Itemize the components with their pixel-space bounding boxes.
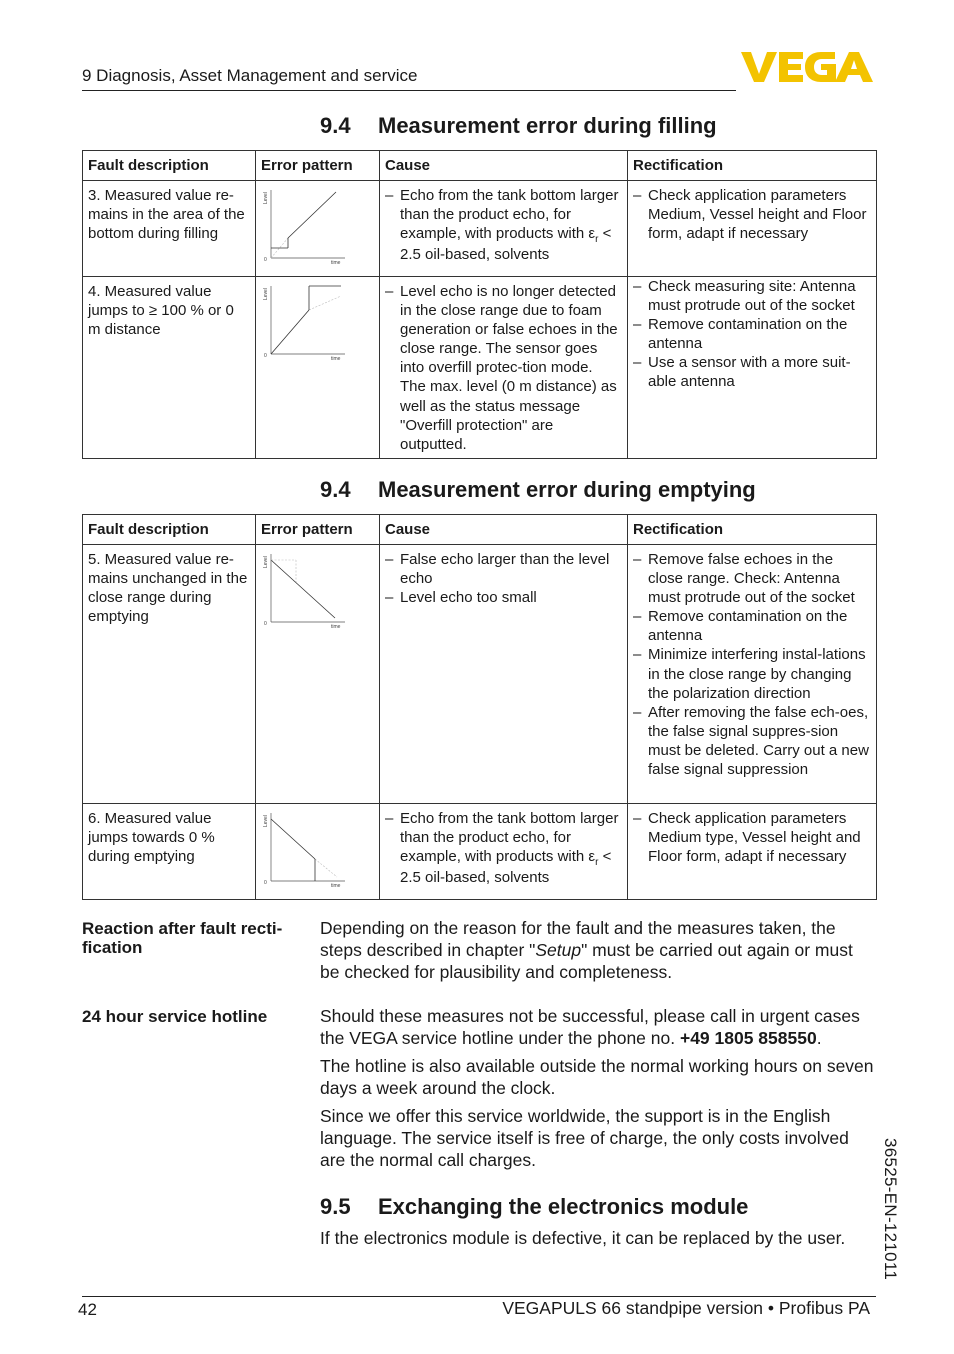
chapter-header: 9 Diagnosis, Asset Management and service [82,66,418,85]
col-header-rectification: Rectification [628,515,877,545]
hotline-paragraph: The hotline is also available outside the normal working hours on seven days a week around the clock. [320,1056,874,1098]
axis-label-y: Level [263,815,269,827]
hotline-text [320,1005,876,1171]
cause-item: – Echo from the tank bottom larger than the product echo, for example, with products with $\varepsilon_r < 2.5$ oil-based, solvents [385,186,622,264]
section-title-electronics [320,1194,748,1220]
fault-description: 3. Measured value re-mains in the area of the bottom during filling [83,181,256,277]
col-header-pattern: Error pattern [256,515,380,545]
table-row [83,181,877,277]
reaction-text: Depending on the reason for the fault and the measures taken, the steps described in chapter "Setup" must be carried out again or must be checked for plausibility and completeness. [320,918,853,982]
axis-label-x: time [331,624,341,630]
cause-cell [380,277,628,459]
rectification-item: – Check measuring site: Antenna must protrude out of the socket [633,277,871,315]
error-pattern [256,277,380,459]
hotline-label: 24 hour service hotline [82,1007,268,1026]
table-row [83,804,877,900]
section-title-emptying [320,477,756,503]
vega-logo [741,50,873,84]
rectification-item: – Use a sensor with a more suit-able antenna [633,353,871,391]
footer-rule [82,1296,876,1297]
rectification-item: – After removing the false ech-oes, the false signal suppres-sion must be deleted. Carry out a new false signal suppression [633,703,871,779]
col-header-fault: Fault description [83,151,256,181]
rectification-item: – Minimize interfering instal-lations in the close range by changing the polarization direction [633,645,871,702]
col-header-cause: Cause [380,151,628,181]
rectification-cell [628,804,877,900]
axis-origin: 0 [264,621,267,627]
footer-product: VEGAPULS 66 standpipe version • Profibus PA [502,1298,870,1318]
section-number: 9.5 [320,1194,351,1219]
error-pattern [256,804,380,900]
cause-cell [380,804,628,900]
error-pattern-graph-3 [261,186,347,266]
table-header-row [83,515,877,545]
axis-label-y: Level [263,288,269,300]
col-header-rectification: Rectification [628,151,877,181]
section-title-filling [320,113,717,139]
rectification-cell [628,181,877,277]
axis-origin: 0 [264,880,267,886]
table-header-row [83,151,877,181]
table-row [83,277,877,459]
electronics-text: If the electronics module is defective, it can be replaced by the user. [320,1228,846,1248]
rectification-cell [628,545,877,804]
hotline-phone: +49 1805 858550 [679,1028,817,1048]
error-pattern-graph-5 [261,550,347,630]
cause-item: – Level echo is no longer detected in the close range due to foam generation or false echoes in the close range. The sensor goes into overfill protec-tion mode. The max. level (0 m distance) as well as the status message "Overfill protection" are outputted. [385,282,622,454]
axis-label-x: time [331,356,341,362]
error-pattern [256,181,380,277]
col-header-pattern: Error pattern [256,151,380,181]
error-pattern-graph-4 [261,282,347,362]
section-number: 9.4 [320,113,351,138]
col-header-fault: Fault description [83,515,256,545]
axis-label-x: time [331,883,341,889]
document-code: 36525-EN-121011 [881,1138,900,1281]
rectification-item: – Remove false echoes in the close range. Check: Antenna must protrude out of the socket [633,550,871,607]
page-number: 42 [78,1300,97,1319]
section-heading: Exchanging the electronics module [378,1194,749,1219]
section-heading: Measurement error during emptying [378,477,756,502]
emptying-fault-table [82,514,877,900]
fault-description: 5. Measured value re-mains unchanged in the close range during emptying [83,545,256,804]
section-number: 9.4 [320,477,351,502]
cause-cell [380,181,628,277]
rectification-item: – Check application parameters Medium type, Vessel height and Floor form, adapt if necessary [633,809,871,866]
cause-item: – False echo larger than the level echo [385,550,622,588]
cause-item: – Level echo too small [385,588,622,607]
hotline-paragraph: Since we offer this service worldwide, the support is in the English language. The service itself is free of charge, the only costs involved are the normal call charges. [320,1106,849,1170]
filling-fault-table [82,150,877,459]
error-pattern [256,545,380,804]
col-header-cause: Cause [380,515,628,545]
axis-origin: 0 [264,257,267,263]
rectification-item: – Remove contamination on the antenna [633,315,871,353]
fault-description: 6. Measured value jumps towards 0 % during emptying [83,804,256,900]
rectification-item: – Check application parameters Medium, Vessel height and Floor form, adapt if necessary [633,186,871,243]
hotline-paragraph: Should these measures not be successful, please call in urgent cases the VEGA service hotline under the phone no. +49 1805 858550. [320,1006,860,1048]
cause-item: – Echo from the tank bottom larger than the product echo, for example, with products with $\varepsilon_r < 2.5$ oil-based, solvents [385,809,622,887]
axis-label-y: Level [263,192,269,204]
cause-cell [380,545,628,804]
axis-origin: 0 [264,353,267,359]
rectification-cell [628,277,877,459]
error-pattern-graph-6 [261,809,347,889]
section-heading: Measurement error during filling [378,113,717,138]
axis-label-x: time [331,260,341,266]
header-rule [82,90,736,91]
fault-description: 4. Measured value jumps to ≥ 100 % or 0 m distance [83,277,256,459]
table-row [83,545,877,804]
rectification-item: – Remove contamination on the antenna [633,607,871,645]
reaction-label: Reaction after fault recti-fication [82,919,283,957]
axis-label-y: Level [263,556,269,568]
